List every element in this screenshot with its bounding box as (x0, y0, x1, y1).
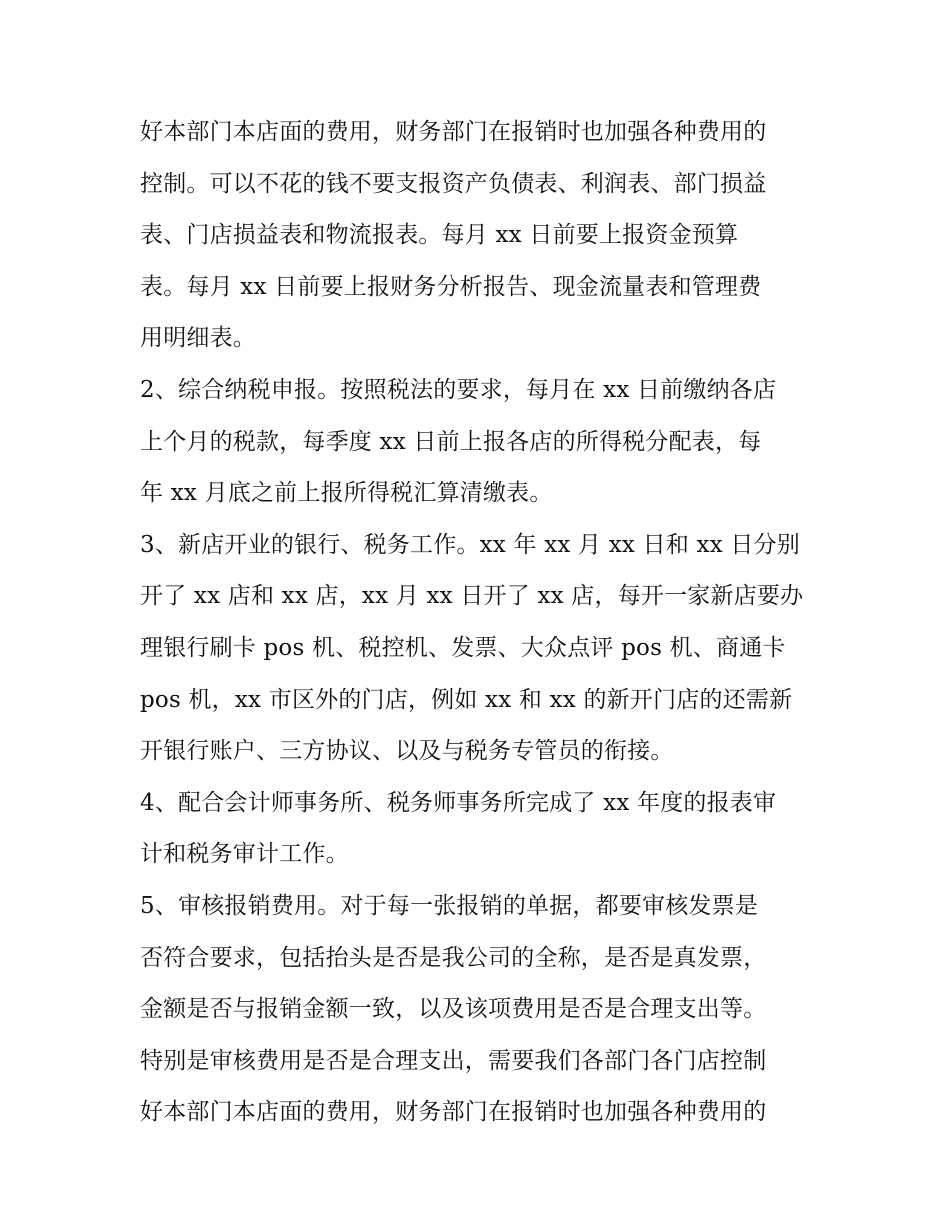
text-line: 4、配合会计师事务所、税务师事务所完成了 xx 年度的报表审 (140, 789, 777, 816)
text-line: 开了 xx 店和 xx 店，xx 月 xx 日开了 xx 店，每开一家新店要办 (140, 583, 804, 610)
text-line: 3、新店开业的银行、税务工作。xx 年 xx 月 xx 日和 xx 日分别 (140, 531, 800, 558)
body-text (140, 107, 820, 1139)
text-line: 好本部门本店面的费用，财务部门在报销时也加强各种费用的 (140, 119, 767, 145)
text-line: 计和税务审计工作。 (140, 841, 349, 868)
text-line: pos 机，xx 市区外的门店，例如 xx 和 xx 的新开门店的还需新 (140, 686, 793, 713)
text-line: 表、门店损益表和物流报表。每月 xx 日前要上报资金预算 (140, 222, 739, 249)
text-line: 5、审核报销费用。对于每一张报销的单据，都要审核发票是 (140, 892, 759, 919)
text-line: 控制。可以不花的钱不要支报资产负债表、利润表、部门损益 (140, 170, 767, 197)
text-line: 理银行刷卡 pos 机、税控机、发票、大众点评 pos 机、商通卡 (140, 634, 786, 661)
text-line: 特别是审核费用是否是合理支出，需要我们各部门各门店控制 (140, 1047, 767, 1074)
text-line: 用明细表。 (140, 325, 256, 352)
text-line: 好本部门本店面的费用，财务部门在报销时也加强各种费用的 (140, 1099, 767, 1126)
text-line: 表。每月 xx 日前要上报财务分析报告、现金流量表和管理费 (140, 273, 762, 300)
text-line: 金额是否与报销金额一致，以及该项费用是否是合理支出等。 (140, 996, 767, 1023)
text-line: 开银行账户、三方协议、以及与税务专管员的衔接。 (140, 738, 674, 765)
text-line: 年 xx 月底之前上报所得税汇算清缴表。 (140, 480, 553, 507)
text-line: 2、综合纳税申报。按照税法的要求，每月在 xx 日前缴纳各店 (140, 376, 777, 403)
text-line: 上个月的税款，每季度 xx 日前上报各店的所得税分配表，每 (140, 428, 762, 455)
text-line: 否符合要求，包括抬头是否是我公司的全称，是否是真发票， (140, 944, 767, 971)
